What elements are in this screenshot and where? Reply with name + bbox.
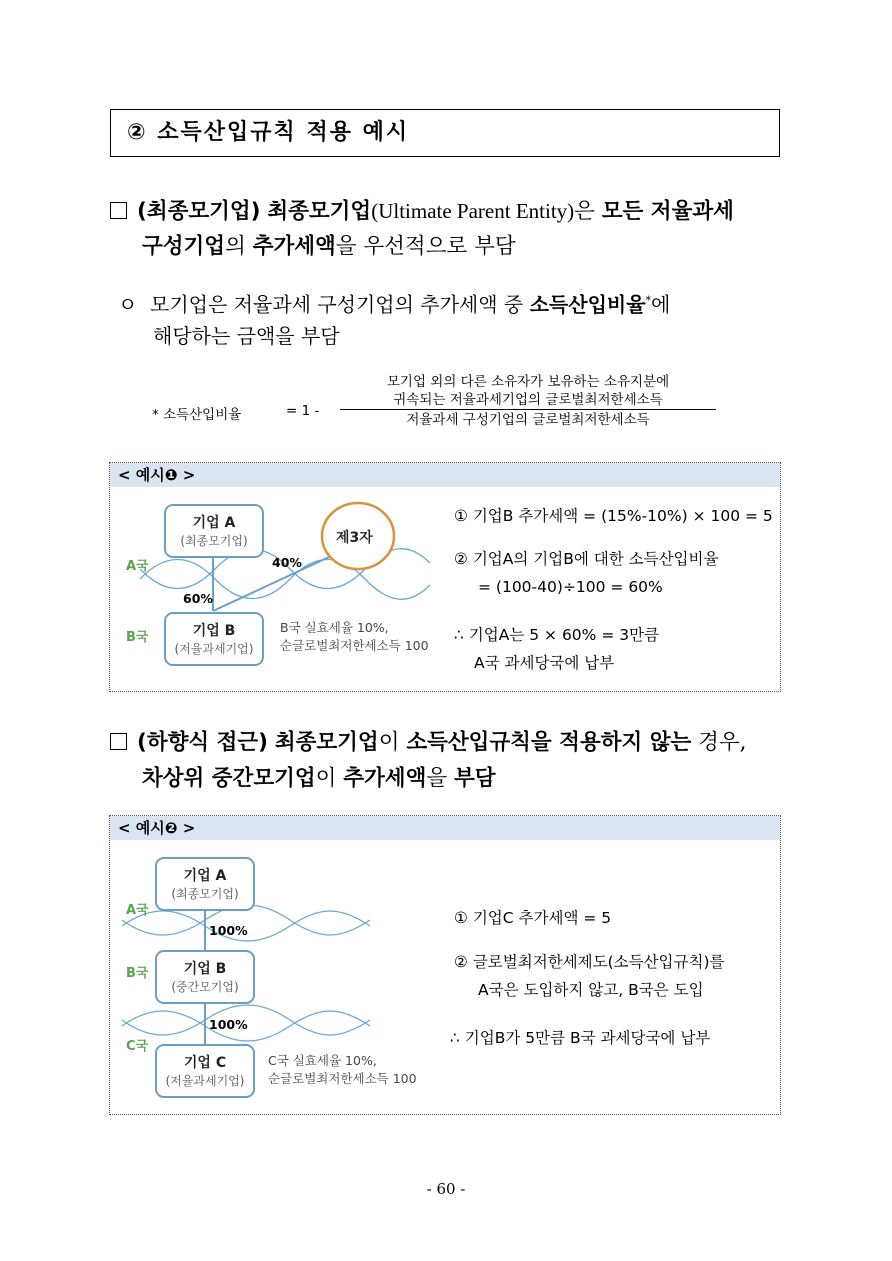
company-name: 기업 B bbox=[192, 623, 236, 639]
section1-paragraph bbox=[110, 193, 800, 230]
example1-b2a: ② 기업A의 기업B에 대한 소득산입비율 bbox=[454, 550, 719, 568]
formula-label: * 소득산입비율 bbox=[152, 407, 242, 423]
company-role: (최종모기업) bbox=[180, 534, 248, 548]
company-c-note bbox=[268, 1052, 417, 1088]
company-a-box bbox=[155, 857, 255, 911]
sub1-strong: 소득산입비율 bbox=[529, 292, 646, 317]
sub1-line2: 해당하는 금액을 부담 bbox=[153, 324, 340, 348]
formula-numerator1: 모기업 외의 다른 소유자가 보유하는 소유지분에 bbox=[386, 374, 670, 390]
text: 경우, bbox=[698, 730, 747, 755]
section2-strong: 소득산입규칙을 적용하지 않는 bbox=[406, 730, 692, 755]
text: 모기업은 저율과세 구성기업의 추가세액 중 bbox=[150, 292, 524, 317]
section2-strong: 부담 bbox=[453, 766, 496, 791]
example1-panel bbox=[109, 462, 781, 692]
example2-panel bbox=[109, 815, 781, 1115]
section1-subject: 최종모기업 bbox=[267, 199, 372, 224]
country-a-label: A국 bbox=[126, 903, 149, 918]
section2-line1 bbox=[110, 725, 800, 761]
section2-strong: 최종모기업 bbox=[274, 730, 379, 755]
country-b-label: B국 bbox=[126, 966, 149, 981]
section1-latin: (Ultimate Parent Entity) bbox=[371, 199, 575, 223]
example2-header: < 예시❷ > bbox=[110, 816, 780, 840]
example1-b3a: ∴ 기업A는 5 × 60% = 3만큼 bbox=[454, 626, 660, 644]
text: 을 bbox=[426, 766, 448, 791]
text: 이 bbox=[315, 766, 337, 791]
section2-line2 bbox=[142, 761, 496, 797]
ownership-60: 60% bbox=[183, 591, 213, 606]
section1-strong1: 모든 저율과세 bbox=[601, 199, 734, 224]
example1-diagram bbox=[110, 463, 450, 691]
example2-b1: ① 기업C 추가세액 = 5 bbox=[454, 909, 612, 927]
third-party-label: 제3자 bbox=[336, 530, 373, 546]
country-b-label: B국 bbox=[126, 630, 149, 645]
company-b-box bbox=[155, 950, 255, 1004]
section1-strong3: 추가세액 bbox=[252, 234, 336, 259]
example2-b2a: ② 글로벌최저한세제도(소득산입규칙)를 bbox=[454, 953, 725, 971]
company-name: 기업 C bbox=[183, 1055, 227, 1071]
company-b-box bbox=[164, 612, 264, 666]
checkbox-square-icon bbox=[110, 202, 127, 219]
example1-b1: ① 기업B 추가세액 = (15%-10%) × 100 = 5 bbox=[454, 507, 773, 525]
example2-b3: ∴ 기업B가 5만큼 B국 과세당국에 납부 bbox=[450, 1029, 711, 1047]
formula-denominator: 저율과세 구성기업의 글로벌최저한세소득 bbox=[340, 409, 716, 430]
section1-tag: (최종모기업) bbox=[137, 199, 261, 224]
text: 이 bbox=[378, 730, 400, 755]
text: 은 bbox=[574, 199, 595, 224]
section2-strong: 추가세액 bbox=[343, 766, 427, 791]
text: 을 우선적으로 부담 bbox=[335, 234, 516, 259]
note-line: C국 실효세율 10%, bbox=[268, 1053, 377, 1068]
section1-strong2: 구성기업 bbox=[142, 234, 226, 259]
note-line: 순글로벌최저한세소득 100 bbox=[280, 638, 429, 653]
section-title: ② 소득산입규칙 적용 예시 bbox=[110, 109, 780, 157]
footnote-mark: * bbox=[645, 294, 652, 307]
formula-numerator2: 귀속되는 저율과세기업의 글로벌최저한세소득 bbox=[393, 392, 663, 408]
example1-b2b: = (100-40)÷100 = 60% bbox=[478, 578, 663, 596]
sub1-line1 bbox=[118, 283, 670, 323]
ownership-40: 40% bbox=[272, 555, 302, 570]
bullet-marker: ㅇ bbox=[118, 292, 138, 317]
company-role: (저율과세기업) bbox=[165, 1074, 245, 1088]
company-name: 기업 A bbox=[183, 868, 227, 884]
ownership-ab: 100% bbox=[209, 923, 248, 938]
note-line: B국 실효세율 10%, bbox=[280, 620, 389, 635]
text: 의 bbox=[225, 234, 246, 259]
note-line: 순글로벌최저한세소득 100 bbox=[268, 1071, 417, 1086]
text: 에 bbox=[651, 292, 671, 317]
section1-line2 bbox=[142, 229, 516, 265]
example2-b2b: A국은 도입하지 않고, B국은 도입 bbox=[478, 981, 704, 999]
formula-eq: = 1 - bbox=[286, 403, 320, 419]
company-name: 기업 A bbox=[192, 515, 236, 531]
company-b-note bbox=[280, 619, 429, 655]
company-role: (중간모기업) bbox=[171, 980, 239, 994]
example1-b3b: A국 과세당국에 납부 bbox=[474, 654, 615, 672]
section2-tag: (하향식 접근) bbox=[137, 730, 268, 755]
company-c-box bbox=[155, 1044, 255, 1098]
section2-strong: 차상위 중간모기업 bbox=[142, 766, 316, 791]
company-a-box bbox=[164, 504, 264, 558]
checkbox-square-icon bbox=[110, 733, 127, 750]
page-number: - 60 - bbox=[426, 1180, 466, 1198]
ownership-bc: 100% bbox=[209, 1017, 248, 1032]
country-c-label: C국 bbox=[126, 1039, 149, 1054]
formula-fraction bbox=[340, 373, 716, 430]
country-a-label: A국 bbox=[126, 559, 149, 574]
company-role: (최종모기업) bbox=[171, 887, 239, 901]
example1-header: < 예시❶ > bbox=[110, 463, 780, 487]
company-role: (저율과세기업) bbox=[174, 642, 254, 656]
company-name: 기업 B bbox=[183, 961, 227, 977]
